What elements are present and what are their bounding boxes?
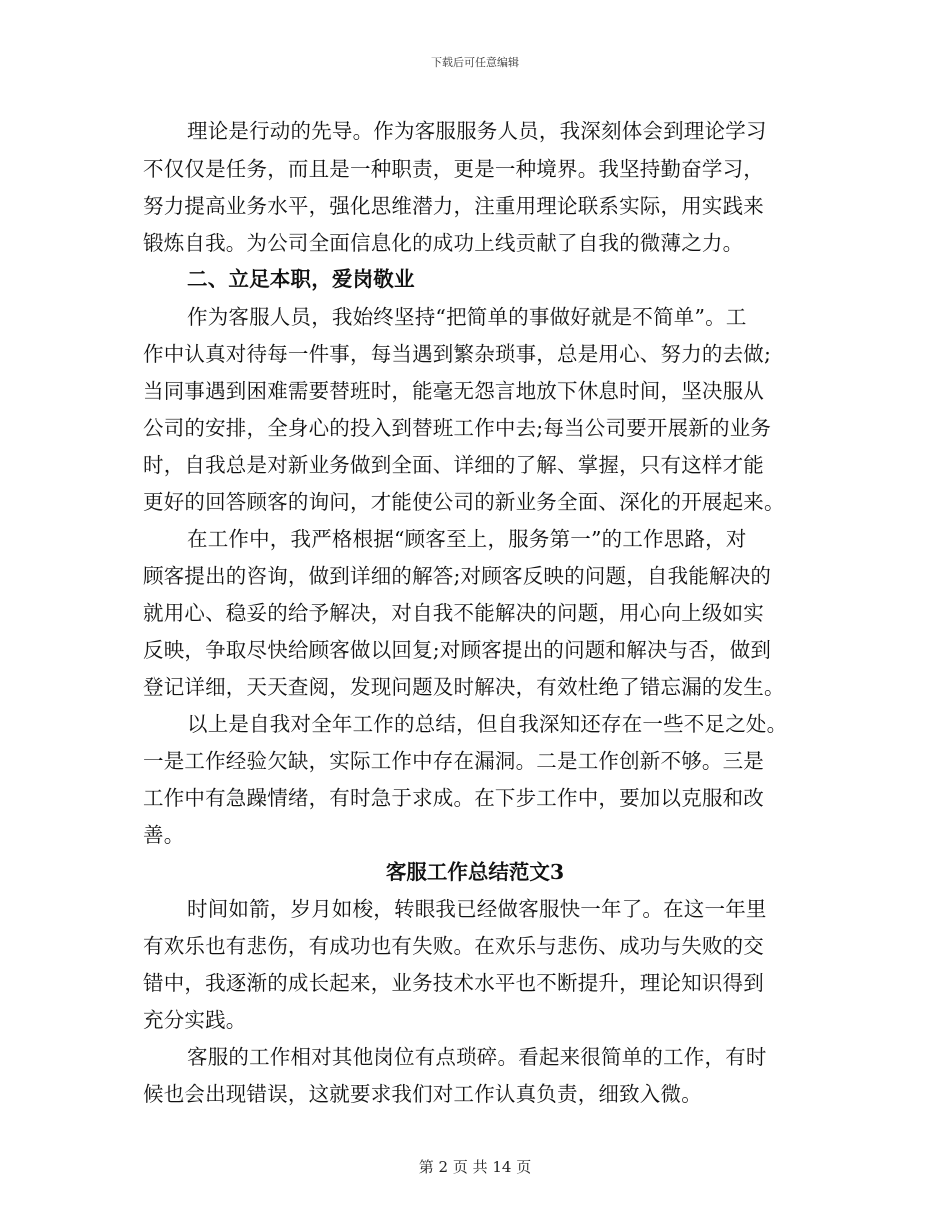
paragraph-line: 理论是行动的先导。作为客服服务人员，我深刻体会到理论学习 (187, 119, 767, 143)
paragraph-line: 有欢乐也有悲伤，有成功也有失败。在欢乐与悲伤、成功与失败的交 (143, 934, 764, 958)
paragraph-line: 错中，我逐渐的成长起来，业务技术水平也不断提升，理论知识得到 (143, 971, 764, 995)
paragraph-line: 当同事遇到困难需要替班时，能毫无怨言地放下休息时间，坚决服从 (143, 379, 764, 403)
paragraph-line: 就用心、稳妥的给予解决，对自我不能解决的问题，用心向上级如实 (143, 601, 764, 625)
paragraph-line: 客服的工作相对其他岗位有点琐碎。看起来很简单的工作，有时 (187, 1045, 767, 1069)
paragraph-line: 在工作中，我严格根据“顾客至上，服务第一”的工作思路，对 (187, 527, 747, 551)
paragraph-line: 以上是自我对全年工作的总结，但自我深知还存在一些不足之处。 (187, 712, 788, 736)
paragraph-line: 顾客提出的咨询，做到详细的解答;对顾客反映的问题，自我能解决的 (143, 564, 772, 588)
paragraph-line: 反映，争取尽快给顾客做以回复;对顾客提出的问题和解决与否，做到 (143, 638, 772, 662)
paragraph-line: 作中认真对待每一件事，每当遇到繁杂琐事，总是用心、努力的去做; (143, 342, 772, 366)
section-heading: 二、立足本职，爱岗敬业 (187, 267, 415, 291)
paragraph-line: 不仅仅是任务，而且是一种职责，更是一种境界。我坚持勤奋学习， (143, 157, 764, 181)
paragraph-line: 时间如箭，岁月如梭，转眼我已经做客服快一年了。在这一年里 (187, 897, 767, 921)
paragraph-line: 登记详细，天天查阅，发现问题及时解决，有效杜绝了错忘漏的发生。 (143, 675, 785, 699)
paragraph-line: 更好的回答顾客的询问，才能使公司的新业务全面、深化的开展起来。 (143, 490, 785, 514)
paragraph-line: 公司的安排，全身心的投入到替班工作中去;每当公司要开展新的业务 (143, 416, 772, 440)
paragraph-line: 一是工作经验欠缺，实际工作中存在漏洞。二是工作创新不够。三是 (143, 749, 764, 773)
header-note: 下载后可任意编辑 (431, 56, 519, 69)
paragraph-line: 善。 (143, 823, 185, 847)
paragraph-line: 候也会出现错误，这就要求我们对工作认真负责，细致入微。 (143, 1082, 702, 1106)
page-number: 第 2 页 共 14 页 (418, 1158, 532, 1176)
paragraph-line: 作为客服人员，我始终坚持“把简单的事做好就是不简单”。工 (187, 305, 747, 329)
paragraph-line: 努力提高业务水平，强化思维潜力，注重用理论联系实际，用实践来 (143, 194, 764, 218)
paragraph-line: 时，自我总是对新业务做到全面、详细的了解、掌握，只有这样才能 (143, 453, 764, 477)
paragraph-line: 工作中有急躁情绪，有时急于求成。在下步工作中，要加以克服和改 (143, 786, 764, 810)
article-title: 客服工作总结范文3 (385, 860, 565, 884)
paragraph-line: 充分实践。 (143, 1008, 247, 1032)
paragraph-line: 锻炼自我。为公司全面信息化的成功上线贡献了自我的微薄之力。 (143, 231, 744, 255)
